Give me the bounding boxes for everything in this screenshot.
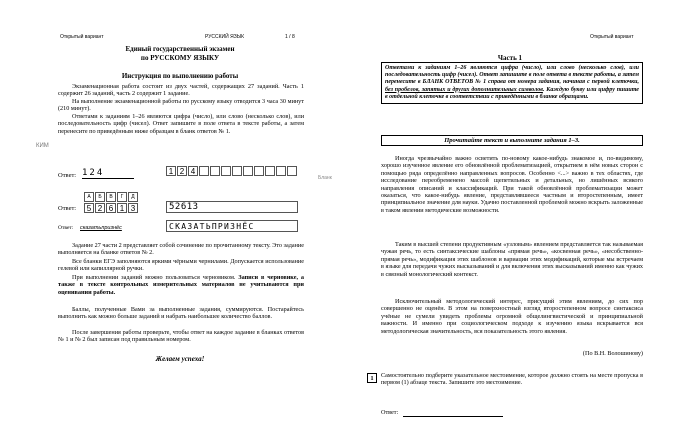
blank-label: Бланк [318, 175, 332, 181]
example1-handwritten-answer: 124 [82, 168, 134, 179]
kim-label: КИМ [36, 143, 49, 149]
part-title: Часть 1 [497, 54, 523, 62]
example2-answer-label: Ответ: [58, 205, 77, 212]
right-header-variant: Открытый вариант [590, 34, 634, 40]
letter-cell: В [106, 192, 116, 202]
example1-answer-label: Ответ: [58, 172, 77, 179]
text-paragraph-1: Иногда чрезвычайно важно осветить по-новому какое-нибудь знакомое и, по-видимому, хорошо изученное явление его обновлённой проблематизацией, открытием в нём новых сторон с помощью ряда определённо направленных вопросов. Особенно <...> важно в тех областях, где исследование переобременено массой щепетильных и детальных, но лишённых всякого направления описаний и классификаций. При такой обновлённой проблематизации может оказаться, что какое-нибудь явление, представлявшееся частным и второстепенным, имеет принципиальное значение для науки. Удачно поставленной проблемой можно вскрыть заложенные в таком явлении методические возможности. [381, 155, 643, 214]
left-header-page: 1 / 8 [285, 34, 295, 40]
exam-title-line1: Единый государственный экзамен [125, 45, 235, 53]
part1-instruction-box: Ответами к заданиям 1–26 являются цифра (число), или слово (несколько слов), или последовательность цифр (чисел). Ответ запишите в поле ответа в тексте работы, а затем перенесите в БЛАНК ОТВЕТОВ № 1 справа от номера задания, начиная с первой клеточки, без пробелов, запятых и других дополнительных символов. Каждую букву или цифру пишите в отдельной клеточке в соответствии с приведёнными в бланке образцами. [381, 62, 643, 104]
digit-cell: 3 [128, 203, 138, 213]
letter-cell: Д [128, 192, 138, 202]
instruction-para2: На выполнение экзаменационной работы по русскому языку отводится 3 часа 30 минут (210 минут). [58, 98, 304, 113]
letter-cell: Г [117, 192, 127, 202]
good-luck-wish: Желаем успеха! [155, 355, 205, 363]
task-1-answer-line[interactable] [403, 416, 503, 417]
example3-answer-cells: СКАЗАТЬПРИЗНЁС [166, 220, 298, 232]
instruction-para1: Экзаменационная работа состоит из двух частей, содержащих 27 заданий. Часть 1 содержит 26 заданий, часть 2 содержит 1 задание. [58, 83, 304, 98]
instruction-para8: После завершения работы проверьте, чтобы ответ на каждое задание в бланках ответов № 1 и № 2 был записан под правильным номером. [58, 329, 304, 344]
text-paragraph-2: Таким в высшей степени продуктивным «узловым» явлением представляется так называемая чужая речь, то есть синтаксические шаблоны «прямая речь», «косвенная речь», «несобственно-прямая речь», модификация этих шаблонов и вариации этих модификаций, которые мы встречаем в языке для передачи чужих высказываний и для включения этих высказываний именно как чужих в связный монологический контекст. [381, 241, 643, 278]
answer-cell: 2 [177, 166, 187, 176]
example2-answer-cells: 52613 [166, 201, 298, 213]
instruction-title: Инструкция по выполнению работы [121, 72, 239, 80]
left-header-variant: Открытый вариант [60, 34, 104, 40]
letter-cell: Б [95, 192, 105, 202]
digit-cell: 2 [95, 203, 105, 213]
letter-cell: А [84, 192, 94, 202]
example3-answer-label: Ответ: [58, 225, 74, 231]
instruction-para7: Баллы, полученные Вами за выполненные задания, суммируются. Постарайтесь выполнить как можно больше заданий и набрать наибольшее количество баллов. [58, 306, 304, 321]
example3-handwritten-answer: сказатьпризнёс [80, 225, 122, 231]
exam-title-line2: по РУССКОМУ ЯЗЫКУ [140, 54, 220, 62]
draft-note-bold: Записи в черновике, а также в тексте контрольных измерительных материалов не учитываются при оценивании работы. [58, 274, 305, 296]
task-1-answer-label: Ответ: [381, 409, 399, 416]
digit-cell: 1 [117, 203, 127, 213]
task-number: 1 [367, 373, 377, 383]
text-task-title: Прочитайте текст и выполните задания 1–3. [381, 135, 643, 146]
text-paragraph-3: Исключительный методологический интерес, присущий этим явлениям, до сих пор совершенно не оценён. В этом на поверхностный взгляд второстепенном вопросе синтаксиса учёные не сумели увидеть проблемы огромной общелингвистической и принципиальной важности. И именно при социологическом подходе к изучению языка вскрывается вся методологическая значительность, вся показательность этого явления. [381, 298, 643, 335]
example1-answer-cells [166, 166, 298, 176]
digit-cell: 5 [84, 203, 94, 213]
task-1-text: Самостоятельно подберите указательное местоимение, которое должно стоять на месте пропуска в первом (1) абзаце текста. Запишите это местоимение. [381, 372, 643, 387]
example2-table [84, 192, 139, 213]
answer-cell: 4 [188, 166, 198, 176]
digit-cell: 6 [106, 203, 116, 213]
instruction-para5: Все бланки ЕГЭ заполняются яркими чёрными чернилами. Допускается использование гелевой или капиллярной ручки. [58, 258, 304, 273]
instruction-para6: При выполнении заданий можно пользоваться черновиком. Записи в черновике, а также в тексте контрольных измерительных материалов не учитываются при оценивании работы. [58, 274, 305, 296]
text-author: (По В.Н. Волошинову) [582, 350, 643, 357]
instruction-para3: Ответами к заданиям 1–26 являются цифра (число), или слово (несколько слов), или последовательность цифр (чисел). Ответ запишите в поле ответа в тексте работы, а затем перенесите по приведённым ниже образцам в бланк ответов № 1. [58, 113, 304, 135]
right-page [345, 0, 690, 430]
answer-cell: 1 [166, 166, 176, 176]
left-header-subject: РУССКИЙ ЯЗЫК [205, 34, 245, 40]
no-spaces-note: без пробелов, запятых и других дополнительных символов [385, 86, 543, 93]
instruction-para4: Задание 27 части 2 представляет собой сочинение по прочитанному тексту. Это задание выполняется на бланке ответов № 2. [58, 242, 304, 257]
